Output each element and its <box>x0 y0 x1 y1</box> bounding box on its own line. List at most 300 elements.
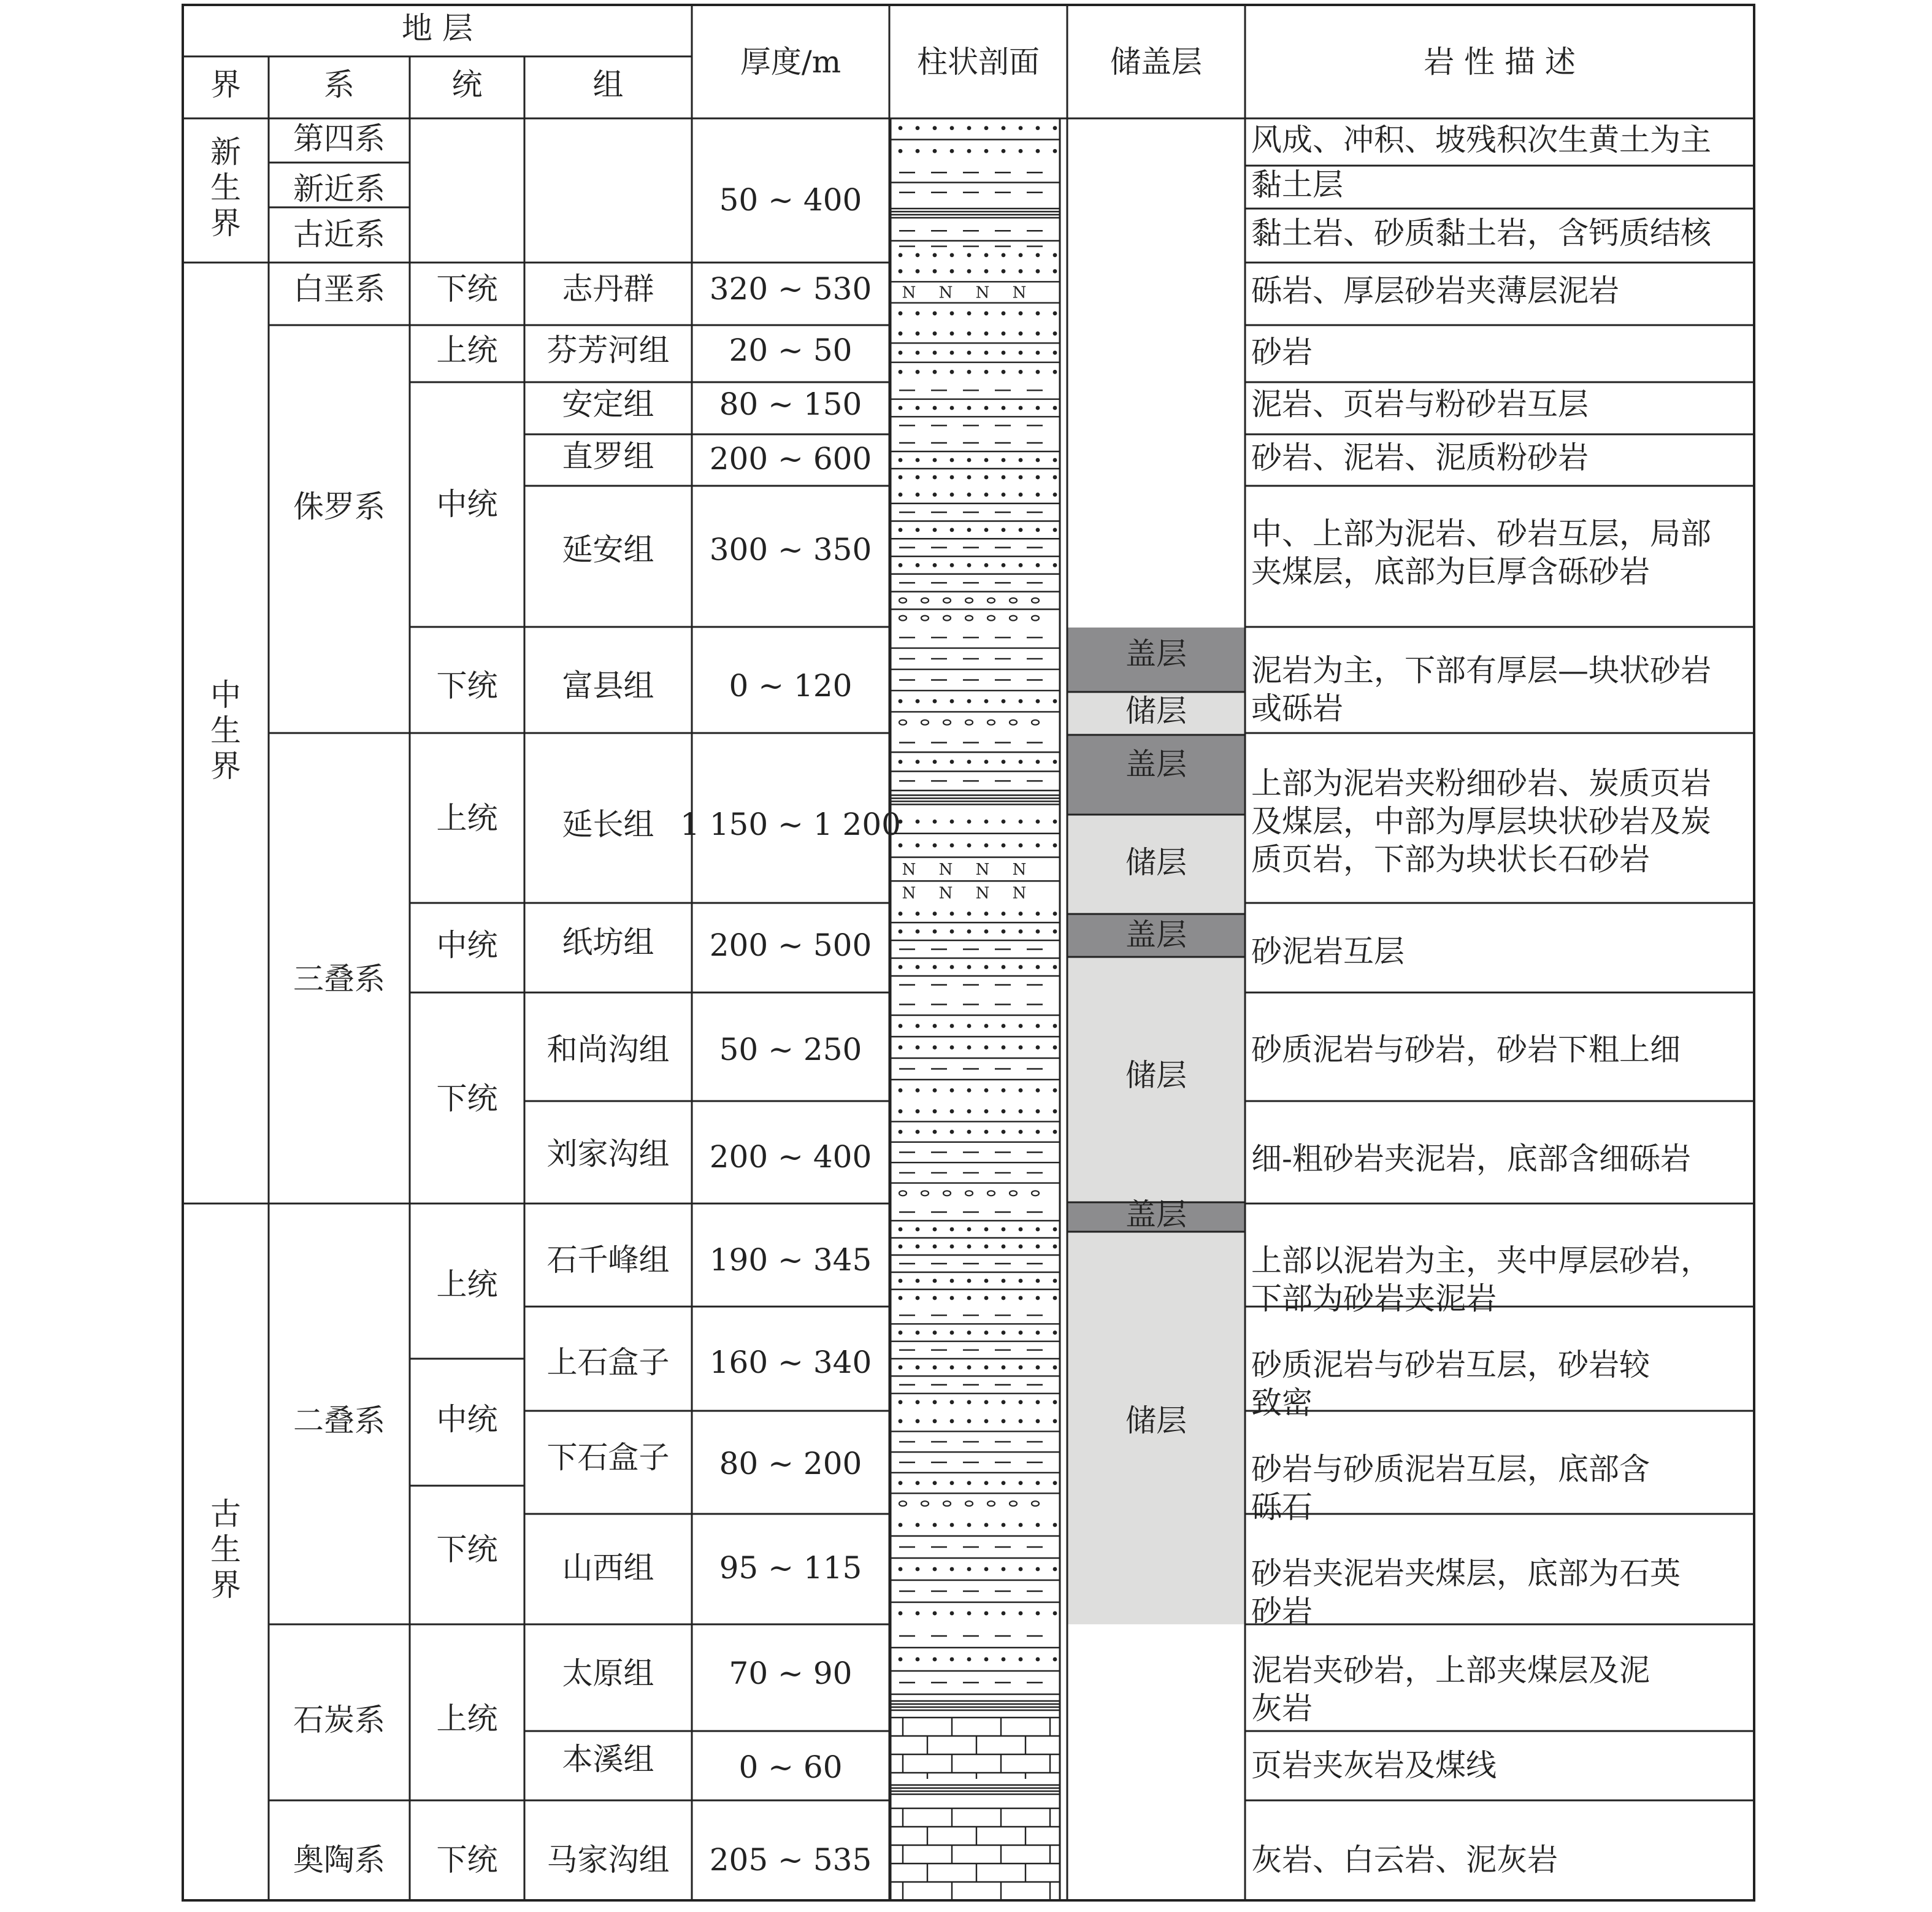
sandstone-dot <box>984 1088 989 1092</box>
sandstone-dot <box>984 759 989 764</box>
sandstone-dot <box>967 820 972 824</box>
sandstone-dot <box>1002 1365 1006 1370</box>
sandstone-dot <box>1036 1109 1040 1113</box>
sandstone-dot <box>1002 929 1006 934</box>
thickness-value: 320 ~ 530 <box>709 271 872 307</box>
erathem-label-line: 生 <box>210 1532 241 1567</box>
sandstone-dot <box>1053 1227 1057 1232</box>
erathem-label <box>210 134 241 241</box>
gravel-ring <box>1032 1191 1039 1196</box>
sandstone-dot <box>899 843 903 848</box>
series-label: 上统 <box>436 1267 498 1302</box>
sandstone-dot <box>899 351 903 355</box>
sandstone-dot <box>1002 370 1006 374</box>
sandstone-dot <box>950 475 954 480</box>
sandstone-dot <box>916 1419 920 1423</box>
gravel-ring <box>1010 720 1017 725</box>
erathem-label-line: 中 <box>210 677 241 713</box>
lithology-description: 砂泥岩互层 <box>1251 934 1405 969</box>
sandstone-dot <box>967 1227 972 1232</box>
lithology-description: 砂质泥岩与砂岩，砂岩下粗上细 <box>1251 1032 1681 1067</box>
sandstone-dot <box>1019 1365 1023 1370</box>
thickness-value: 80 ~ 150 <box>719 386 862 422</box>
lithology-description-line: 砾石 <box>1251 1489 1313 1525</box>
sandstone-dot <box>967 1330 972 1335</box>
header-reservoir-caprock: 储盖层 <box>1110 44 1202 80</box>
sandstone-dot <box>984 149 989 153</box>
feldspar-symbol: N <box>975 283 990 302</box>
sandstone-dot <box>916 149 920 153</box>
sandstone-dot <box>1036 1296 1040 1300</box>
erathem-label-line: 古 <box>210 1496 241 1532</box>
lithology-description <box>1251 516 1711 589</box>
sandstone-dot <box>950 965 954 969</box>
sandstone-dot <box>950 1481 954 1485</box>
sandstone-dot <box>1019 331 1023 336</box>
header-formation: 组 <box>592 67 624 102</box>
sandstone-dot <box>916 311 920 315</box>
sandstone-dot <box>984 1419 989 1423</box>
thickness-value: 0 ~ 60 <box>738 1749 843 1785</box>
sandstone-dot <box>1036 1330 1040 1335</box>
sandstone-dot <box>1053 253 1057 258</box>
gravel-ring <box>965 616 973 621</box>
sandstone-dot <box>950 929 954 934</box>
lithology-description-line: 中、上部为泥岩、砂岩互层，局部 <box>1251 516 1711 551</box>
system-label: 古近系 <box>293 217 385 252</box>
sandstone-dot <box>933 1109 937 1113</box>
gravel-ring <box>943 1191 951 1196</box>
sandstone-dot <box>899 475 903 480</box>
sandstone-dot <box>1053 1657 1057 1662</box>
sandstone-dot <box>899 458 903 463</box>
sandstone-dot <box>967 1130 972 1134</box>
reservoir-caprock-label: 盖层 <box>1125 917 1187 953</box>
sandstone-dot <box>967 1611 972 1616</box>
sandstone-dot <box>950 1657 954 1662</box>
formation-label: 刘家沟组 <box>546 1136 670 1172</box>
sandstone-dot <box>1019 458 1023 463</box>
sandstone-dot <box>1002 1088 1006 1092</box>
sandstone-dot <box>1036 1088 1040 1092</box>
sandstone-dot <box>967 912 972 916</box>
gravel-ring <box>899 616 907 621</box>
sandstone-dot <box>984 843 989 848</box>
sandstone-dot <box>1036 253 1040 258</box>
sandstone-dot <box>899 1657 903 1662</box>
sandstone-dot <box>1053 563 1057 567</box>
sandstone-dot <box>899 1088 903 1092</box>
sandstone-dot <box>899 1567 903 1572</box>
feldspar-symbol: N <box>975 860 990 879</box>
sandstone-dot <box>984 351 989 355</box>
sandstone-dot <box>950 253 954 258</box>
header-system: 系 <box>324 67 355 102</box>
reservoir-caprock-label: 盖层 <box>1125 1197 1187 1232</box>
feldspar-symbol: N <box>902 884 916 903</box>
sandstone-dot <box>1019 820 1023 824</box>
thickness-value: 190 ~ 345 <box>709 1242 872 1278</box>
sandstone-dot <box>984 1567 989 1572</box>
sandstone-dot <box>984 820 989 824</box>
gravel-ring <box>943 616 951 621</box>
sandstone-dot <box>1036 1523 1040 1527</box>
sandstone-dot <box>1002 1109 1006 1113</box>
sandstone-dot <box>933 1245 937 1249</box>
feldspar-symbol: N <box>938 884 953 903</box>
sandstone-dot <box>1036 493 1040 497</box>
sandstone-dot <box>967 1567 972 1572</box>
sandstone-dot <box>1053 912 1057 916</box>
sandstone-dot <box>899 1227 903 1232</box>
sandstone-dot <box>1019 475 1023 480</box>
sandstone-dot <box>984 1024 989 1028</box>
thickness-value: 20 ~ 50 <box>729 332 853 368</box>
lithology-description-line: 下部为砂岩夹泥岩 <box>1251 1281 1497 1316</box>
sandstone-dot <box>950 493 954 497</box>
feldspar-symbol: N <box>938 283 953 302</box>
sandstone-dot <box>1019 1657 1023 1662</box>
sandstone-dot <box>899 1365 903 1370</box>
sandstone-dot <box>1019 1279 1023 1283</box>
thickness-value: 200 ~ 600 <box>709 441 872 477</box>
gravel-ring <box>987 616 995 621</box>
sandstone-dot <box>967 699 972 704</box>
sandstone-dot <box>984 370 989 374</box>
sandstone-dot <box>984 493 989 497</box>
sandstone-dot <box>1053 1567 1057 1572</box>
gravel-ring <box>1032 720 1039 725</box>
erathem-label-line: 生 <box>210 170 241 205</box>
series-label: 下统 <box>436 668 498 704</box>
sandstone-dot <box>1053 1365 1057 1370</box>
sandstone-dot <box>950 1611 954 1616</box>
formation-label: 马家沟组 <box>546 1842 670 1878</box>
gravel-ring <box>921 598 929 603</box>
series-label: 下统 <box>436 271 498 307</box>
sandstone-dot <box>916 351 920 355</box>
sandstone-dot <box>1053 1330 1057 1335</box>
sandstone-dot <box>1036 759 1040 764</box>
sandstone-dot <box>950 1365 954 1370</box>
sandstone-dot <box>933 929 937 934</box>
feldspar-symbol: N <box>1012 884 1027 903</box>
sandstone-dot <box>933 126 937 130</box>
feldspar-symbol: N <box>1012 860 1027 879</box>
sandstone-dot <box>967 563 972 567</box>
formation-label: 山西组 <box>562 1550 654 1586</box>
sandstone-dot <box>984 699 989 704</box>
sandstone-dot <box>967 965 972 969</box>
sandstone-dot <box>1002 253 1006 258</box>
sandstone-dot <box>916 1330 920 1335</box>
formation-label: 直罗组 <box>562 439 654 474</box>
sandstone-dot <box>1053 1419 1057 1423</box>
sandstone-dot <box>899 759 903 764</box>
sandstone-dot <box>1002 528 1006 532</box>
sandstone-dot <box>899 929 903 934</box>
gravel-ring <box>899 1501 907 1506</box>
formation-label: 富县组 <box>562 668 654 704</box>
sandstone-dot <box>950 1567 954 1572</box>
reservoir-caprock-label: 盖层 <box>1125 747 1187 782</box>
sandstone-dot <box>1002 563 1006 567</box>
sandstone-dot <box>1036 1130 1040 1134</box>
gravel-ring <box>987 598 995 603</box>
lithology-description-line: 上部为泥岩夹粉细砂岩、炭质页岩 <box>1251 766 1711 801</box>
sandstone-dot <box>950 912 954 916</box>
sandstone-dot <box>967 929 972 934</box>
sandstone-dot <box>1002 406 1006 410</box>
sandstone-dot <box>967 1245 972 1249</box>
lithology-description <box>1251 1653 1650 1726</box>
sandstone-dot <box>950 1130 954 1134</box>
sandstone-dot <box>1053 1611 1057 1616</box>
lithology-description-line: 砂岩夹泥岩夹煤层，底部为石英 <box>1251 1556 1681 1591</box>
sandstone-dot <box>933 269 937 274</box>
sandstone-dot <box>1002 1330 1006 1335</box>
sandstone-dot <box>899 269 903 274</box>
lithology-description-line: 或砾岩 <box>1251 691 1343 726</box>
sandstone-dot <box>1002 1045 1006 1050</box>
sandstone-dot <box>1053 269 1057 274</box>
sandstone-dot <box>950 126 954 130</box>
sandstone-dot <box>1002 1245 1006 1249</box>
lithology-description <box>1251 766 1711 877</box>
series-label: 上统 <box>436 801 498 836</box>
sandstone-dot <box>984 406 989 410</box>
sandstone-dot <box>933 370 937 374</box>
lithology-description: 风成、冲积、坡残积次生黄土为主 <box>1251 122 1711 158</box>
sandstone-dot <box>933 1611 937 1616</box>
thickness-value: 300 ~ 350 <box>709 532 872 567</box>
sandstone-dot <box>899 965 903 969</box>
thickness-value: 205 ~ 535 <box>709 1842 872 1878</box>
sandstone-dot <box>967 331 972 336</box>
sandstone-dot <box>933 1400 937 1404</box>
sandstone-dot <box>1053 1279 1057 1283</box>
formation-label: 安定组 <box>562 386 654 422</box>
sandstone-dot <box>916 843 920 848</box>
sandstone-dot <box>899 1400 903 1404</box>
sandstone-dot <box>933 351 937 355</box>
sandstone-dot <box>984 253 989 258</box>
sandstone-dot <box>1036 699 1040 704</box>
gravel-ring <box>921 1191 929 1196</box>
formation-label: 纸坊组 <box>562 924 654 960</box>
sandstone-dot <box>984 1330 989 1335</box>
sandstone-dot <box>1053 370 1057 374</box>
series-label: 下统 <box>436 1532 498 1567</box>
sandstone-dot <box>1002 1227 1006 1232</box>
gravel-ring <box>987 1501 995 1506</box>
sandstone-dot <box>1002 493 1006 497</box>
sandstone-dot <box>1036 1227 1040 1232</box>
sandstone-dot <box>1053 820 1057 824</box>
sandstone-dot <box>1036 1657 1040 1662</box>
lithology-description <box>1251 1243 1711 1316</box>
sandstone-dot <box>1053 1481 1057 1485</box>
sandstone-dot <box>1036 351 1040 355</box>
sandstone-dot <box>1036 269 1040 274</box>
sandstone-dot <box>950 1400 954 1404</box>
reservoir-caprock-label: 盖层 <box>1125 636 1187 672</box>
sandstone-dot <box>1019 1400 1023 1404</box>
sandstone-dot <box>950 1523 954 1527</box>
sandstone-dot <box>950 563 954 567</box>
formation-label: 延长组 <box>562 807 654 842</box>
sandstone-dot <box>1019 1130 1023 1134</box>
sandstone-dot <box>1002 269 1006 274</box>
sandstone-dot <box>916 1400 920 1404</box>
sandstone-dot <box>1002 759 1006 764</box>
reservoir-caprock-label: 储层 <box>1125 845 1187 880</box>
sandstone-dot <box>933 253 937 258</box>
sandstone-dot <box>1036 475 1040 480</box>
sandstone-dot <box>984 1045 989 1050</box>
sandstone-dot <box>1002 458 1006 463</box>
sandstone-dot <box>899 126 903 130</box>
sandstone-dot <box>1019 1109 1023 1113</box>
formation-label: 和尚沟组 <box>546 1032 670 1067</box>
sandstone-dot <box>1036 820 1040 824</box>
sandstone-dot <box>1053 149 1057 153</box>
sandstone-dot <box>916 759 920 764</box>
erathem-label-line: 新 <box>210 134 241 170</box>
sandstone-dot <box>899 1130 903 1134</box>
sandstone-dot <box>984 563 989 567</box>
feldspar-symbol: N <box>975 884 990 903</box>
sandstone-dot <box>950 820 954 824</box>
header-lithology: 岩 性 描 述 <box>1424 44 1576 80</box>
sandstone-dot <box>933 820 937 824</box>
header-thickness: 厚度/m <box>740 44 841 80</box>
sandstone-dot <box>916 475 920 480</box>
sandstone-dot <box>1002 699 1006 704</box>
sandstone-dot <box>1002 475 1006 480</box>
sandstone-dot <box>933 1130 937 1134</box>
sandstone-dot <box>1019 351 1023 355</box>
sandstone-dot <box>916 1245 920 1249</box>
sandstone-dot <box>1019 563 1023 567</box>
sandstone-dot <box>1053 843 1057 848</box>
sandstone-dot <box>933 563 937 567</box>
sandstone-dot <box>984 1400 989 1404</box>
gravel-ring <box>899 598 907 603</box>
sandstone-dot <box>1053 406 1057 410</box>
sandstone-dot <box>984 965 989 969</box>
sandstone-dot <box>899 1296 903 1300</box>
sandstone-dot <box>933 149 937 153</box>
sandstone-dot <box>1036 149 1040 153</box>
system-label: 奥陶系 <box>293 1842 385 1878</box>
formation-label: 芬芳河组 <box>546 332 670 368</box>
sandstone-dot <box>916 563 920 567</box>
system-label: 第四系 <box>293 121 385 156</box>
sandstone-dot <box>933 843 937 848</box>
sandstone-dot <box>1053 475 1057 480</box>
gravel-ring <box>899 720 907 725</box>
sandstone-dot <box>967 351 972 355</box>
sandstone-dot <box>984 475 989 480</box>
sandstone-dot <box>1019 1227 1023 1232</box>
lithology-description-line: 泥岩夹砂岩，上部夹煤层及泥 <box>1251 1653 1650 1688</box>
sandstone-dot <box>899 1611 903 1616</box>
sandstone-dot <box>916 1611 920 1616</box>
lithology-description-line: 泥岩为主，下部有厚层—块状砂岩 <box>1251 653 1711 688</box>
sandstone-dot <box>967 149 972 153</box>
sandstone-dot <box>916 1523 920 1527</box>
sandstone-dot <box>1053 1523 1057 1527</box>
header-erathem: 界 <box>210 67 241 102</box>
lithology-patterns <box>891 126 1060 1900</box>
sandstone-dot <box>933 759 937 764</box>
sandstone-dot <box>1053 965 1057 969</box>
lithology-description-line: 砂岩 <box>1251 1594 1313 1629</box>
sandstone-dot <box>916 458 920 463</box>
lithology-description: 页岩夹灰岩及煤线 <box>1251 1748 1497 1783</box>
sandstone-dot <box>1036 1024 1040 1028</box>
sandstone-dot <box>967 1296 972 1300</box>
sandstone-dot <box>984 1279 989 1283</box>
gravel-ring <box>965 1501 973 1506</box>
formation-label: 石千峰组 <box>546 1242 670 1278</box>
sandstone-dot <box>1002 1024 1006 1028</box>
sandstone-dot <box>1002 1523 1006 1527</box>
sandstone-dot <box>967 253 972 258</box>
sandstone-dot <box>967 1024 972 1028</box>
sandstone-dot <box>984 1657 989 1662</box>
sandstone-dot <box>899 912 903 916</box>
sandstone-dot <box>950 528 954 532</box>
series-label: 中统 <box>436 1402 498 1437</box>
thickness-value: 95 ~ 115 <box>719 1550 862 1586</box>
feldspar-symbol: N <box>902 860 916 879</box>
sandstone-dot <box>916 126 920 130</box>
sandstone-dot <box>1019 253 1023 258</box>
sandstone-dot <box>916 370 920 374</box>
sandstone-dot <box>899 528 903 532</box>
sandstone-dot <box>899 253 903 258</box>
sandstone-dot <box>916 253 920 258</box>
sandstone-dot <box>967 1481 972 1485</box>
formation-label: 延安组 <box>562 532 654 567</box>
sandstone-dot <box>1019 1419 1023 1423</box>
sandstone-dot <box>916 1279 920 1283</box>
system-label: 新近系 <box>293 171 385 207</box>
sandstone-dot <box>967 406 972 410</box>
sandstone-dot <box>1002 843 1006 848</box>
sandstone-dot <box>933 1045 937 1050</box>
sandstone-dot <box>933 528 937 532</box>
sandstone-dot <box>899 406 903 410</box>
sandstone-dot <box>1019 1024 1023 1028</box>
thickness-value: 1 150 ~ 1 200 <box>680 807 901 842</box>
sandstone-dot <box>1019 1088 1023 1092</box>
series-label: 下统 <box>436 1081 498 1116</box>
sandstone-dot <box>950 1109 954 1113</box>
sandstone-dot <box>1019 965 1023 969</box>
sandstone-dot <box>1019 1045 1023 1050</box>
thickness-value: 70 ~ 90 <box>729 1656 853 1691</box>
lithology-description <box>1251 1556 1681 1629</box>
sandstone-dot <box>1002 1657 1006 1662</box>
sandstone-dot <box>1002 126 1006 130</box>
sandstone-dot <box>899 1419 903 1423</box>
sandstone-dot <box>933 965 937 969</box>
sandstone-dot <box>967 1419 972 1423</box>
sandstone-dot <box>916 965 920 969</box>
